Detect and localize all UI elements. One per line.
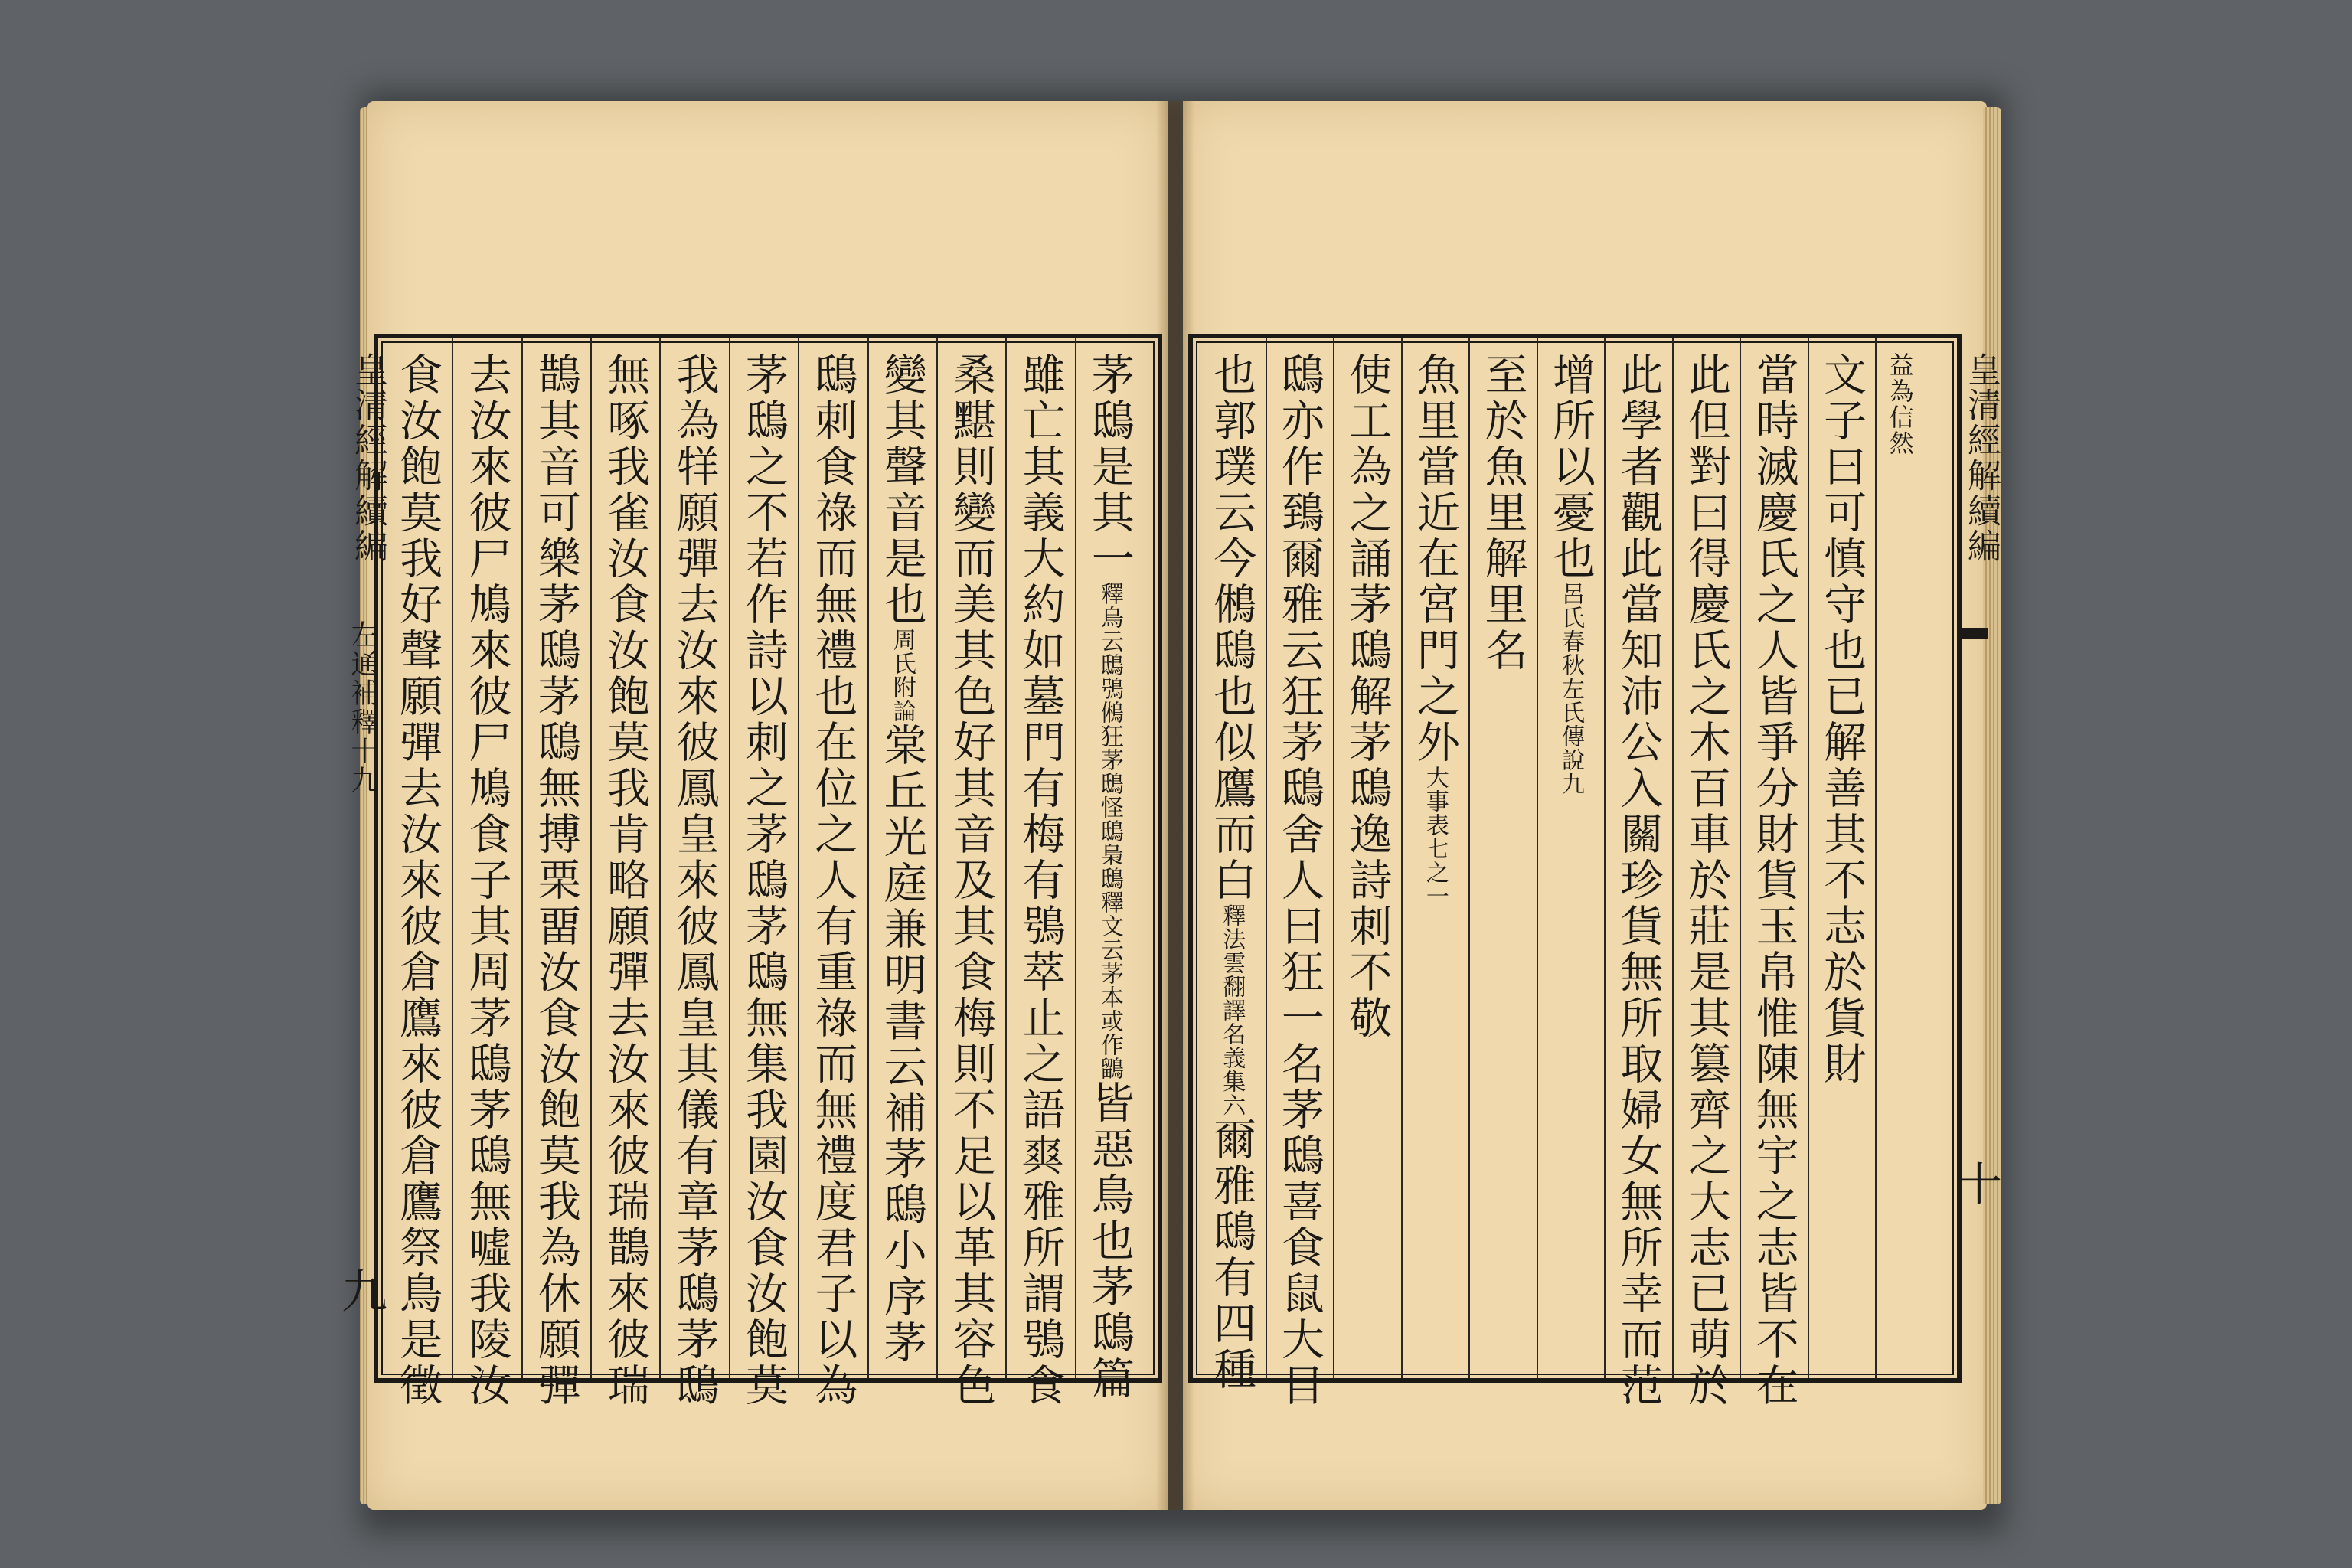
left-column-text: 我為䍧願彈去汝來彼鳳皇來彼鳳皇其儀有章茅鴟茅鴟 <box>669 352 720 1409</box>
left-column-note: 周氏附論 <box>888 628 916 723</box>
right-column-divider <box>1468 338 1470 1378</box>
right-margin-title: 皇清經解續編 <box>1962 352 2001 564</box>
left-column-text: 去汝來彼尸鳩來彼尸鳩食子其周茅鴟茅鴟無噓我陵汝 <box>462 352 512 1409</box>
right-column-9 <box>1342 352 1393 1364</box>
right-column-tail: 爾雅鴟有四種 <box>1207 1117 1257 1393</box>
right-column-5 <box>1613 352 1664 1409</box>
left-column-tail: 皆惡鳥也茅鴟篇 <box>1084 1080 1135 1402</box>
right-column-text: 文子曰可慎守也已解善其不志於貨財 <box>1817 352 1867 1087</box>
right-column-1 <box>1885 352 1915 1364</box>
left-column-3 <box>946 352 997 1409</box>
right-column-text: 益為信然 <box>1885 352 1915 456</box>
left-column-text: 雖亡其義大約如墓門有梅有鴞萃止之語𤕤雅所謂鴞食 <box>1015 352 1066 1409</box>
right-column-text: 當時滅慶氏之人皆爭分財貨玉帛惟陳無宇之志皆不在 <box>1749 352 1799 1409</box>
left-column-divider <box>867 338 869 1378</box>
right-column-note: 大事表七之一 <box>1421 766 1449 908</box>
left-column-divider <box>729 338 730 1378</box>
right-column-text: 此學者觀此當知沛公入關珍貨無所取婦女無所幸而范 <box>1613 352 1664 1409</box>
left-column-divider <box>936 338 938 1378</box>
right-column-7 <box>1478 352 1528 1364</box>
left-column-4 <box>877 352 927 1366</box>
right-leaf-number: 十 <box>1956 1158 2002 1212</box>
left-column-divider <box>1075 338 1076 1378</box>
left-column-divider <box>659 338 661 1378</box>
left-column-text: 鴟刺食祿而無禮也在位之人有重祿而無禮度君子以為 <box>808 352 858 1409</box>
left-text-frame <box>374 334 1162 1409</box>
left-column-1 <box>1084 352 1135 1402</box>
left-column-11 <box>393 352 443 1409</box>
left-column-8 <box>600 352 651 1409</box>
left-column-text: 茅鴟之不若作詩以刺之茅鴟茅鴟無集我園汝食汝飽莫 <box>739 352 789 1409</box>
left-column-text: 鵲其音可樂茅鴟茅鴟無搏栗畱汝食汝飽莫我為休願彈 <box>531 352 581 1409</box>
right-column-divider <box>1808 338 1809 1378</box>
right-column-text: 使工為之誦茅鴟解茅鴟逸詩刺不敬 <box>1342 352 1393 1041</box>
right-column-divider <box>1672 338 1674 1378</box>
right-column-divider <box>1740 338 1741 1378</box>
left-column-text: 無啄我雀汝食汝飽莫我肯略願彈去汝來彼瑞鵲來彼瑞 <box>600 352 651 1409</box>
fishtail-marker <box>1960 628 1988 639</box>
left-column-text: 桑黮則變而美其色好其音及其食梅則不足以革其容色 <box>946 352 997 1409</box>
left-column-divider <box>1005 338 1007 1378</box>
right-column-divider <box>1333 338 1334 1378</box>
left-margin-subtitle: 左通補釋十九 <box>347 620 378 795</box>
right-column-divider <box>1401 338 1403 1378</box>
right-column-text: 至於魚里 <box>1478 352 1528 536</box>
left-column-7 <box>669 352 720 1409</box>
right-column-text: 魚里當近在宮門之外 <box>1410 352 1460 766</box>
right-column-note: 釋法雲翻譯名義集六 <box>1218 903 1246 1117</box>
left-column-6 <box>739 352 789 1409</box>
right-column-3 <box>1749 352 1799 1409</box>
left-margin-title: 皇清經解續編 <box>348 352 387 564</box>
left-column-text: 茅鴟是其一 <box>1084 352 1135 582</box>
left-leaf-number: 九 <box>341 1266 387 1319</box>
left-column-tail: 棠丘光庭兼明書云補茅鴟小序茅 <box>877 723 927 1366</box>
right-column-4 <box>1681 352 1732 1409</box>
left-column-divider <box>521 338 523 1378</box>
right-column-divider <box>1266 338 1267 1378</box>
left-column-10 <box>462 352 512 1409</box>
left-column-text: 食汝飽莫我好聲願彈去汝來彼倉鷹來彼倉鷹祭鳥是徵 <box>393 352 443 1409</box>
left-column-2 <box>1015 352 1066 1409</box>
left-column-divider <box>590 338 592 1378</box>
right-column-text: 增所以憂也 <box>1546 352 1596 582</box>
right-column-text: 此但對曰得慶氏之木百車於莊是其篡齊之大志已萌於 <box>1681 352 1732 1409</box>
left-column-9 <box>531 352 581 1409</box>
right-column-divider <box>1604 338 1606 1378</box>
right-column-6 <box>1546 352 1596 1364</box>
left-column-divider <box>452 338 453 1378</box>
right-column-2 <box>1817 352 1867 1364</box>
right-column-8 <box>1410 352 1460 1364</box>
left-column-note: 釋鳥云鴟鴞鵂狂茅鴟怪鴟梟鴟釋文云茅本或作鶹 <box>1096 582 1123 1080</box>
left-column-5 <box>808 352 858 1409</box>
right-column-tail: 解里名 <box>1478 536 1528 674</box>
right-column-text: 也郭璞云今鵂鴟也似鷹而白 <box>1207 352 1257 903</box>
right-column-11 <box>1207 352 1257 1393</box>
right-column-divider <box>1537 338 1538 1378</box>
right-text-frame <box>1188 334 1962 1409</box>
left-column-divider <box>798 338 799 1378</box>
right-column-10 <box>1274 352 1325 1409</box>
right-column-note: 呂氏春秋左氏傳說九 <box>1557 582 1584 795</box>
left-column-text: 變其聲音是也 <box>877 352 927 628</box>
right-page-edge <box>1983 107 2001 1504</box>
right-column-divider <box>1875 338 1877 1378</box>
right-column-text: 鴟亦作鵄爾雅云狂茅鴟舍人曰狂一名茅鴟喜食鼠大目 <box>1274 352 1325 1409</box>
